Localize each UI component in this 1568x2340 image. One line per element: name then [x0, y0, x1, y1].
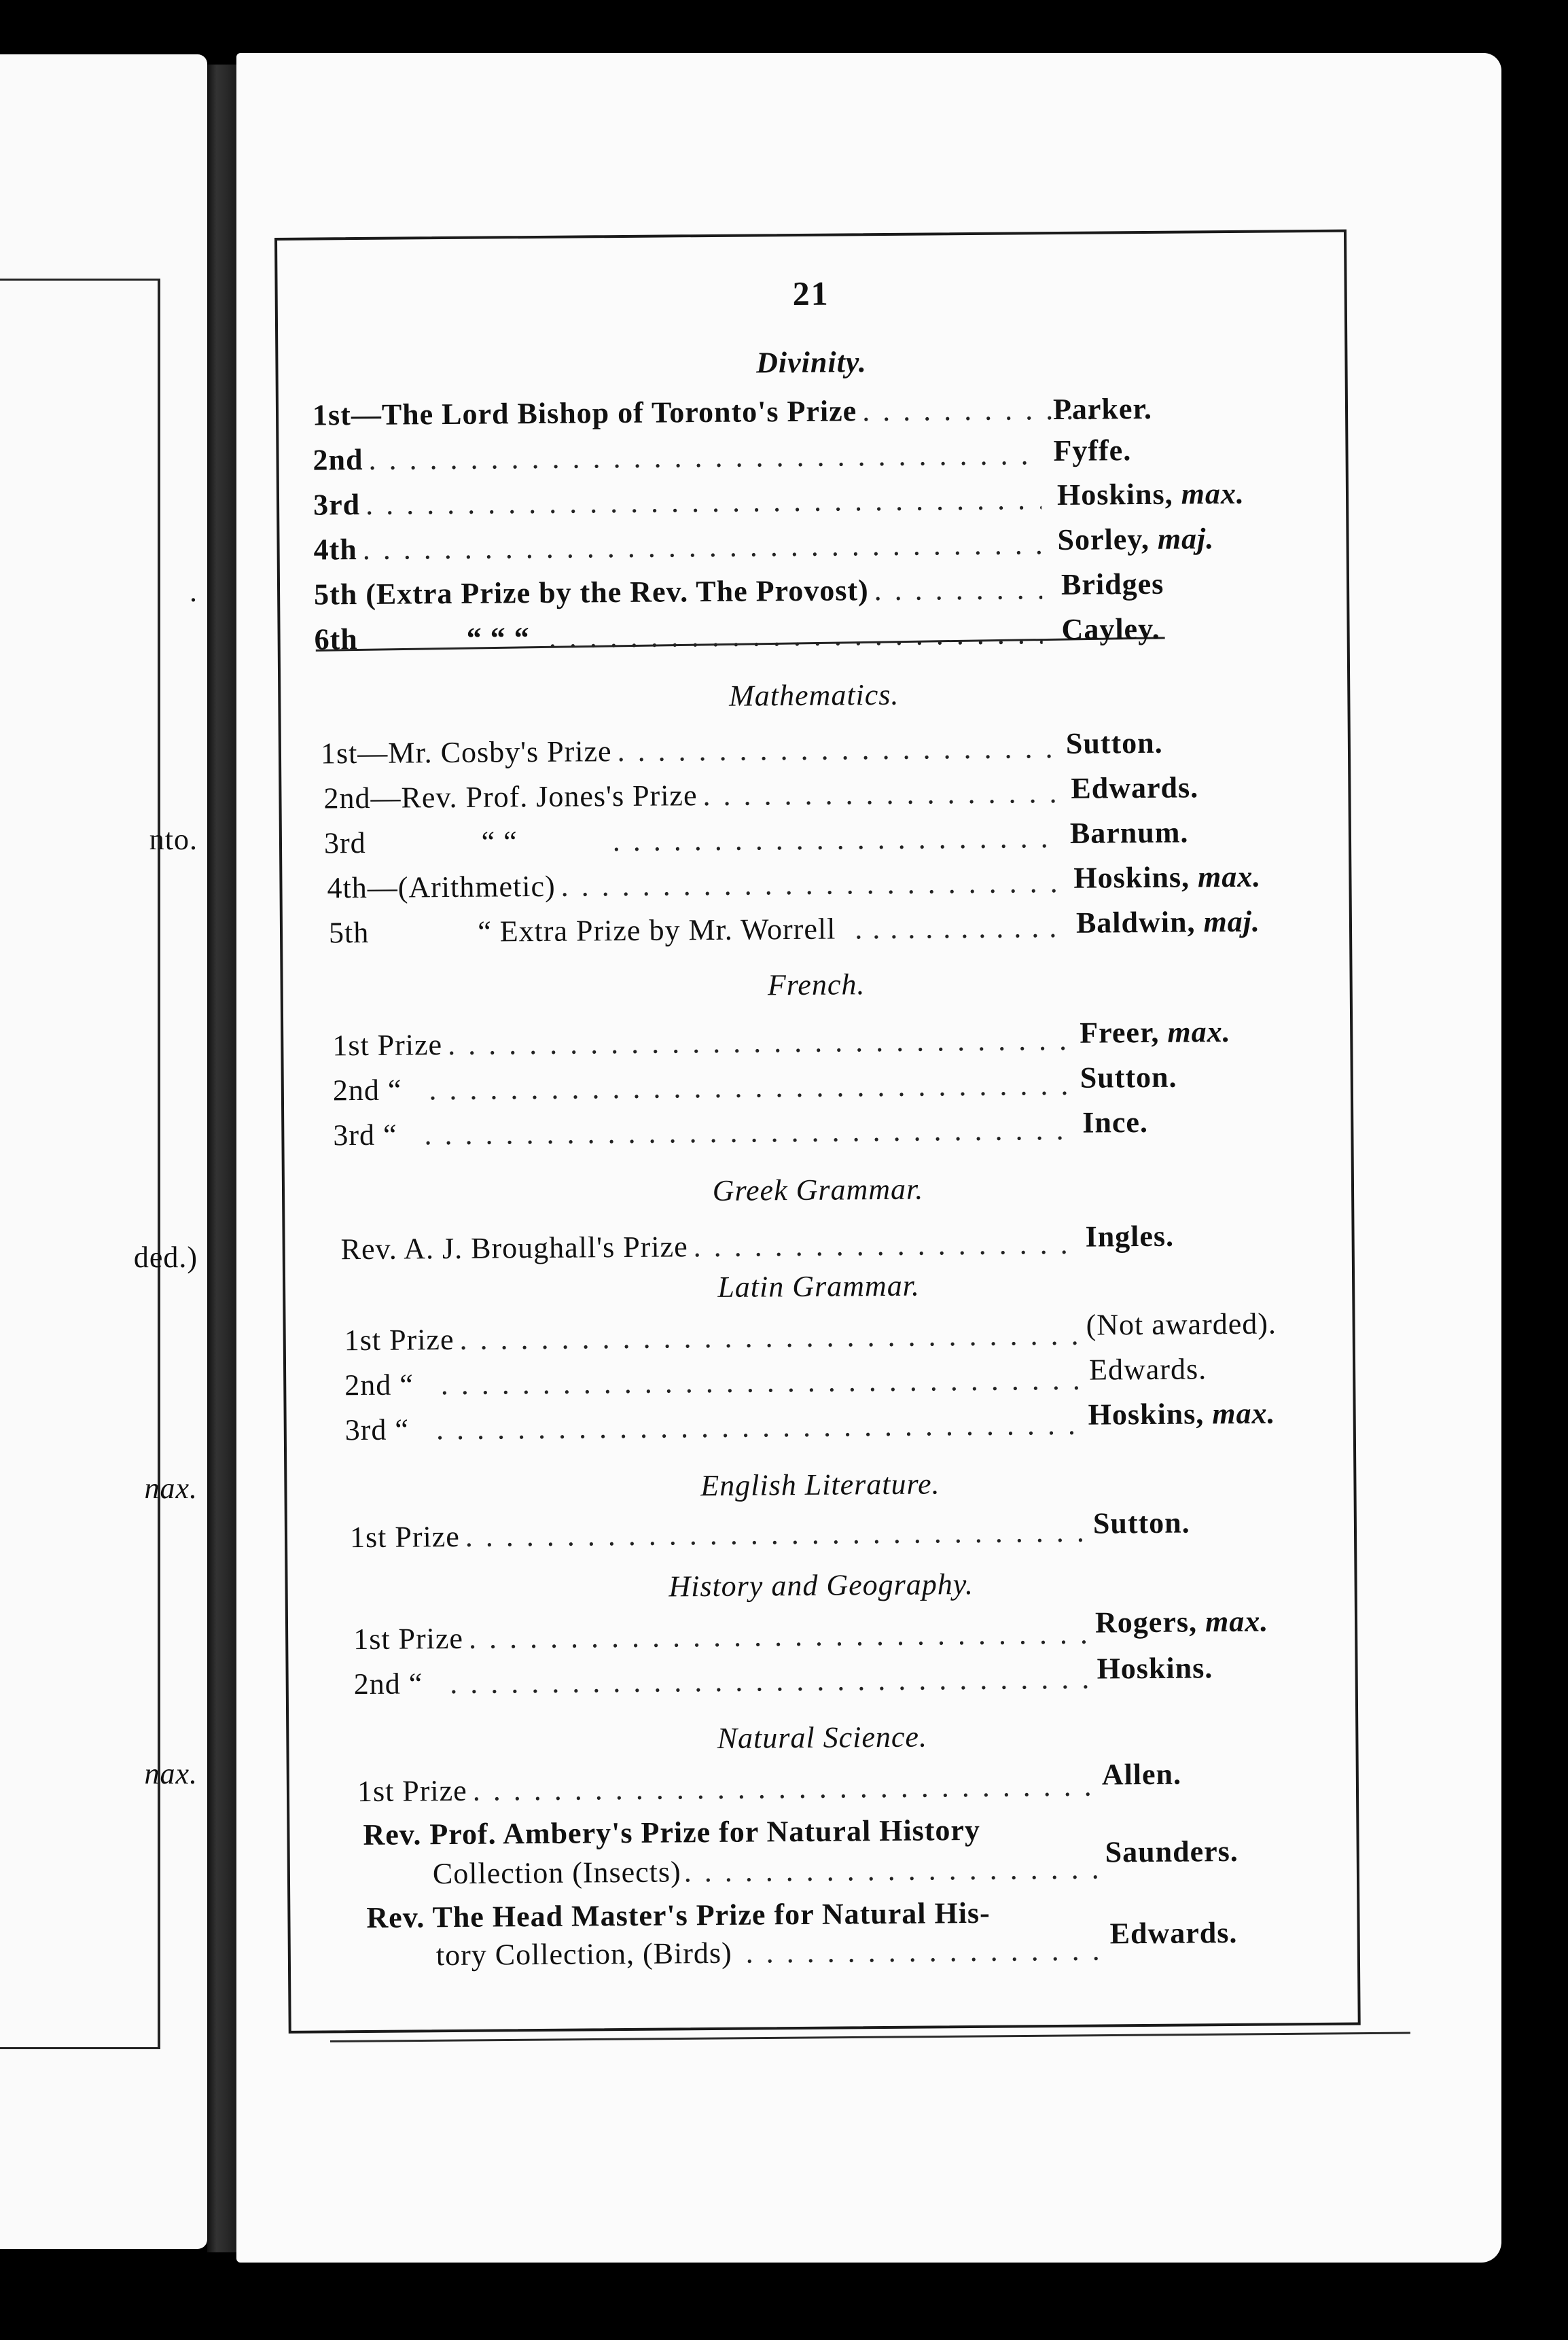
left-fragment: ded.): [133, 1241, 198, 1274]
prize-row: [350, 1514, 1090, 1563]
prize-label: 3rd “: [344, 1413, 410, 1447]
document-page: [236, 53, 1501, 2263]
prize-row: [357, 1769, 1098, 1817]
leader-dots: [549, 616, 1043, 655]
prize-row: [333, 1067, 1073, 1116]
prize-row: [321, 730, 1061, 779]
page-frame: [274, 230, 1361, 2034]
prize-label: 1st Prize: [353, 1621, 464, 1656]
winner-suffix: max.: [1167, 1014, 1231, 1049]
prize-winner: (Not awarded).: [1086, 1307, 1277, 1342]
leader-dots: [429, 1067, 1068, 1107]
left-fragment: nax.: [144, 1472, 198, 1505]
prize-winner: [1095, 1604, 1269, 1640]
leader-dots: [702, 775, 1058, 813]
prize-row: [313, 527, 1047, 574]
prize-label: Rev. A. J. Broughall's Prize: [340, 1230, 688, 1266]
winner-suffix: maj.: [1203, 904, 1261, 939]
winner-suffix: max.: [1197, 859, 1262, 894]
prize-row: [354, 1661, 1094, 1709]
leader-dots: [693, 1226, 1075, 1264]
leader-dots: [855, 910, 1064, 946]
section-heading-greek-grammar: Greek Grammar.: [712, 1172, 924, 1207]
left-fragment: .: [190, 575, 198, 608]
leader-dots: [363, 527, 1042, 567]
section-heading-mathematics: Mathematics.: [728, 677, 899, 713]
prize-label: 4th—(Arithmetic): [327, 869, 556, 905]
leader-dots: [424, 1112, 1068, 1152]
leader-dots: [874, 571, 1042, 607]
left-fragment: nax.: [144, 1757, 198, 1790]
leader-dots: [617, 730, 1056, 768]
prize-winner: [1057, 521, 1214, 557]
section-heading-french: French.: [767, 968, 866, 1002]
prize-label: 1st Prize: [349, 1519, 460, 1555]
winner-name: Rogers,: [1094, 1605, 1198, 1639]
section-heading-natural-science: Natural Science.: [717, 1720, 928, 1755]
winner-name: Hoskins,: [1056, 477, 1173, 512]
prize-row: [313, 482, 1047, 529]
prize-winner: Bridges: [1061, 567, 1164, 601]
prize-label: 2nd—Rev. Prof. Jones's Prize: [323, 779, 698, 815]
prize-winner: Parker.: [1052, 391, 1153, 427]
leader-dots: [368, 437, 1041, 477]
prize-row: [314, 616, 1048, 664]
leader-dots: [465, 1514, 1086, 1554]
prize-row: [333, 1112, 1073, 1160]
prize-winner: Saunders.: [1105, 1834, 1239, 1869]
prize-winner: Ingles.: [1085, 1219, 1175, 1254]
prize-label: Collection (Insects): [432, 1855, 681, 1891]
prize-label: 1st Prize: [357, 1773, 467, 1809]
prize-row: [327, 865, 1067, 913]
prize-row: [433, 1851, 1105, 1898]
section-heading-history-geography: History and Geography.: [669, 1567, 974, 1603]
prize-winner: Sutton.: [1092, 1506, 1190, 1540]
leader-dots: [469, 1616, 1089, 1656]
winner-suffix: max.: [1181, 476, 1245, 511]
prize-winner: [1073, 859, 1261, 896]
prize-winner: Edwards.: [1071, 770, 1199, 805]
prize-winner: [1088, 1396, 1275, 1432]
prize-winner: [1080, 1014, 1231, 1050]
prize-label: 6th: [314, 622, 358, 656]
prize-label: 3rd: [323, 826, 366, 860]
prize-winner: Allen.: [1101, 1757, 1182, 1792]
prize-label: 1st Prize: [344, 1322, 455, 1358]
prize-winner: [1076, 904, 1260, 940]
winner-name: Baldwin,: [1075, 905, 1196, 940]
prize-label: 5th: [328, 915, 370, 950]
left-facing-page: [0, 54, 207, 2249]
winner-suffix: max.: [1205, 1604, 1269, 1639]
prize-row: [332, 1023, 1073, 1071]
page-content: [277, 232, 1358, 2031]
prize-label: 2nd “: [353, 1667, 423, 1701]
prize-winner: Hoskins.: [1097, 1651, 1213, 1686]
prize-winner: Sutton.: [1065, 726, 1163, 760]
prize-label-line: Rev. Prof. Ambery's Prize for Natural History: [363, 1813, 981, 1852]
ditto-marks: “ “: [481, 825, 518, 859]
prize-label: 2nd: [313, 442, 363, 477]
prize-label: 3rd “: [333, 1118, 397, 1152]
prize-row: [329, 910, 1069, 958]
prize-winner: Cayley.: [1061, 611, 1160, 646]
prize-winner: Edwards.: [1088, 1352, 1207, 1387]
winner-name: Hoskins,: [1073, 860, 1190, 895]
prize-winner: Sutton.: [1080, 1060, 1177, 1095]
ditto-marks: “ Extra Prize by Mr. Worrell: [478, 912, 836, 949]
leader-dots: [745, 1932, 1103, 1970]
section-heading-latin-grammar: Latin Grammar.: [717, 1269, 921, 1304]
winner-name: Hoskins,: [1088, 1397, 1205, 1432]
prize-row: [344, 1317, 1085, 1366]
leader-dots: [448, 1023, 1068, 1062]
winner-name: Sorley,: [1057, 522, 1150, 556]
section-heading-english-literature: English Literature.: [700, 1467, 940, 1503]
prize-label: 1st—The Lord Bishop of Toronto's Prize: [312, 394, 857, 432]
leader-dots: [450, 1661, 1089, 1701]
prize-label: tory Collection, (Birds): [435, 1936, 732, 1972]
leader-dots: [459, 1317, 1080, 1357]
leader-dots: [560, 865, 1062, 904]
prize-label: 3rd: [313, 488, 361, 522]
prize-row: [313, 391, 1101, 440]
prize-label: 5th (Extra Prize by the Rev. The Provost): [313, 573, 869, 611]
prize-row: [314, 571, 1048, 619]
book-spine: [207, 65, 238, 2252]
leader-dots: [473, 1769, 1093, 1808]
winner-suffix: maj.: [1157, 522, 1215, 556]
prize-label: 1st—Mr. Cosby's Prize: [320, 734, 612, 770]
prize-label-line: Rev. The Head Master's Prize for Natural His-: [366, 1896, 991, 1935]
leader-dots: [436, 1407, 1080, 1447]
prize-winner: Barnum.: [1069, 815, 1189, 850]
winner-name: Freer,: [1080, 1015, 1160, 1050]
page-number: 21: [792, 274, 830, 313]
prize-row: [436, 1932, 1109, 1980]
ditto-marks: “ “ “: [466, 621, 530, 655]
prize-winner: [1057, 476, 1245, 512]
prize-row: [345, 1407, 1086, 1455]
prize-label: 4th: [313, 533, 357, 567]
prize-winner: Fyffe.: [1053, 433, 1132, 468]
prize-winner: Edwards.: [1109, 1915, 1238, 1951]
left-page-frame: [0, 279, 160, 2049]
prize-label: 1st Prize: [332, 1028, 443, 1063]
prize-row: [344, 1362, 1085, 1411]
prize-row: [340, 1226, 1081, 1275]
prize-row: [353, 1616, 1094, 1665]
prize-label: 2nd “: [332, 1073, 402, 1107]
frame-bottom-shadow-rule: [330, 2032, 1410, 2042]
winner-suffix: max.: [1212, 1396, 1276, 1431]
prize-row: [313, 437, 1046, 484]
leader-dots: [684, 1851, 1101, 1890]
leader-dots: [613, 820, 1060, 858]
leader-dots: [366, 482, 1041, 522]
leader-dots: [441, 1362, 1080, 1402]
prize-row: [324, 820, 1065, 868]
section-heading-divinity: Divinity.: [755, 345, 867, 380]
prize-label: 2nd “: [344, 1368, 414, 1402]
prize-winner: Ince.: [1082, 1105, 1149, 1139]
prize-row: [323, 775, 1064, 823]
left-fragment: nto.: [149, 823, 198, 856]
